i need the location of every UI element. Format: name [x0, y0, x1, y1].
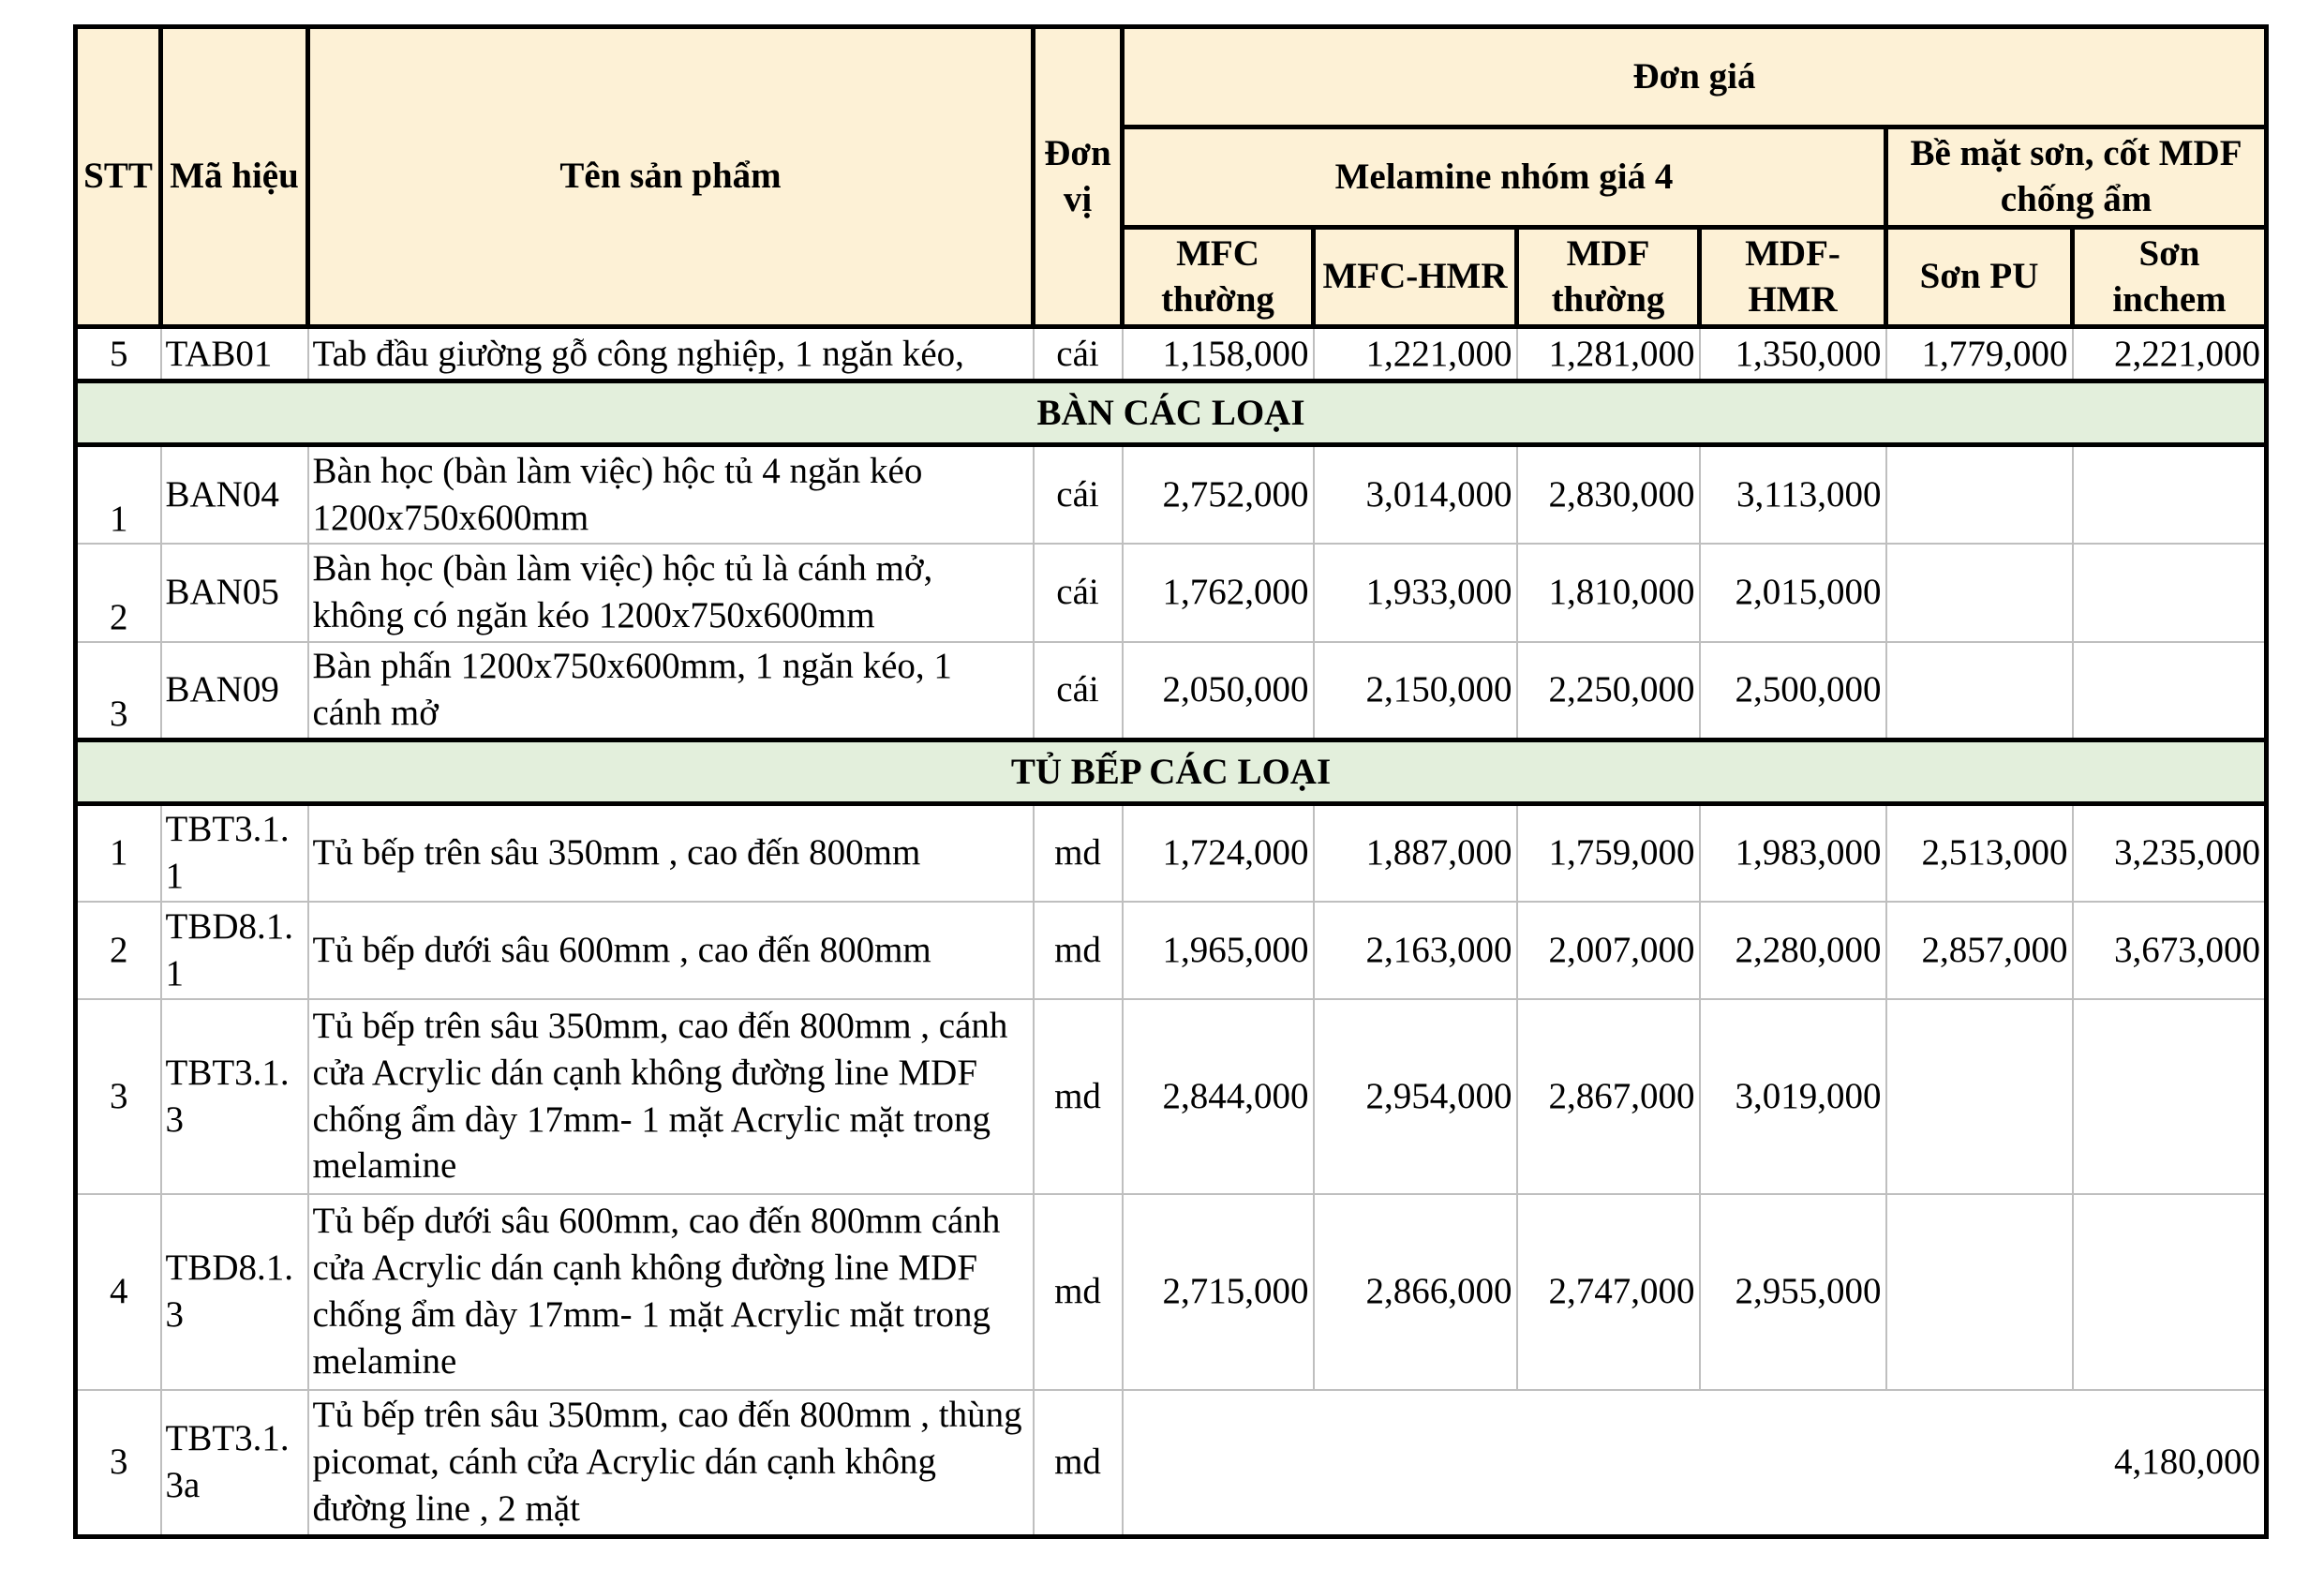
header-paint-group: Bề mặt sơn, cốt MDF chống ẩm	[1886, 127, 2267, 228]
row-stt: 3	[76, 999, 161, 1194]
price-mfc-hmr: 2,954,000	[1314, 999, 1517, 1194]
row-stt: 3	[76, 642, 161, 740]
row-stt: 5	[76, 327, 161, 381]
section-title: BÀN CÁC LOẠI	[76, 381, 2267, 445]
price-mdf-hmr: 2,955,000	[1700, 1194, 1886, 1390]
row-stt: 2	[76, 544, 161, 642]
header-ma-hieu: Mã hiệu	[161, 27, 308, 327]
price-table	[73, 24, 2269, 1539]
row-code: BAN09	[161, 642, 308, 740]
header-col-mfc-hmr: MFC-HMR	[1314, 228, 1517, 327]
row-code: TBT3.1.3	[161, 999, 308, 1194]
row-name: Tủ bếp trên sâu 350mm, cao đến 800mm , cánh cửa Acrylic dán cạnh không đường line MDF chống ẩm dày 17mm- 1 mặt Acrylic mặt trong melamine	[308, 999, 1034, 1194]
row-unit: cái	[1034, 327, 1123, 381]
table-row	[76, 445, 2267, 544]
row-unit: md	[1034, 902, 1123, 999]
table-row	[76, 544, 2267, 642]
row-stt: 2	[76, 902, 161, 999]
price-son-pu: 1,779,000	[1886, 327, 2073, 381]
price-son-pu	[1886, 1194, 2073, 1390]
row-name: Bàn học (bàn làm việc) hộc tủ là cánh mở, không có ngăn kéo 1200x750x600mm	[308, 544, 1034, 642]
price-mfc-thuong: 2,050,000	[1123, 642, 1314, 740]
header-col-mdf-thuong: MDF thường	[1517, 228, 1700, 327]
price-merged: 4,180,000	[1123, 1390, 2267, 1537]
row-code: BAN05	[161, 544, 308, 642]
price-mdf-hmr: 1,983,000	[1700, 804, 1886, 902]
row-code: TBD8.1.3	[161, 1194, 308, 1390]
table-row	[76, 327, 2267, 381]
price-mdf-hmr: 2,500,000	[1700, 642, 1886, 740]
row-name: Tủ bếp trên sâu 350mm , cao đến 800mm	[308, 804, 1034, 902]
header-col-mfc-thuong: MFC thường	[1123, 228, 1314, 327]
row-unit: md	[1034, 804, 1123, 902]
price-son-pu	[1886, 999, 2073, 1194]
section-title: TỦ BẾP CÁC LOẠI	[76, 740, 2267, 804]
row-code: BAN04	[161, 445, 308, 544]
row-name: Bàn học (bàn làm việc) hộc tủ 4 ngăn kéo 1200x750x600mm	[308, 445, 1034, 544]
row-name: Tủ bếp dưới sâu 600mm , cao đến 800mm	[308, 902, 1034, 999]
price-mfc-hmr: 1,933,000	[1314, 544, 1517, 642]
row-unit: cái	[1034, 544, 1123, 642]
price-mdf-thuong: 2,830,000	[1517, 445, 1700, 544]
table-row	[76, 804, 2267, 902]
header-don-vi: Đơn vị	[1034, 27, 1123, 327]
header-don-gia: Đơn giá	[1123, 27, 2267, 127]
row-stt: 4	[76, 1194, 161, 1390]
price-mdf-thuong: 2,250,000	[1517, 642, 1700, 740]
price-mdf-hmr: 2,015,000	[1700, 544, 1886, 642]
price-son-pu	[1886, 642, 2073, 740]
price-son-pu	[1886, 544, 2073, 642]
row-unit: cái	[1034, 445, 1123, 544]
section-header-ban	[76, 381, 2267, 445]
row-name: Tủ bếp dưới sâu 600mm, cao đến 800mm cánh cửa Acrylic dán cạnh không đường line MDF chống ẩm dày 17mm- 1 mặt Acrylic mặt trong melamine	[308, 1194, 1034, 1390]
price-mdf-thuong: 1,810,000	[1517, 544, 1700, 642]
header-stt: STT	[76, 27, 161, 327]
section-header-tu-bep	[76, 740, 2267, 804]
price-mdf-thuong: 1,281,000	[1517, 327, 1700, 381]
price-mdf-thuong: 1,759,000	[1517, 804, 1700, 902]
price-son-inchem: 2,221,000	[2073, 327, 2267, 381]
row-code: TBT3.1.3a	[161, 1390, 308, 1537]
row-name: Tủ bếp trên sâu 350mm, cao đến 800mm , thùng picomat, cánh cửa Acrylic dán cạnh không đường line , 2 mặt	[308, 1390, 1034, 1537]
price-mfc-thuong: 1,965,000	[1123, 902, 1314, 999]
price-mfc-thuong: 2,715,000	[1123, 1194, 1314, 1390]
table-row	[76, 1390, 2267, 1537]
row-unit: cái	[1034, 642, 1123, 740]
price-mfc-hmr: 1,887,000	[1314, 804, 1517, 902]
price-son-inchem	[2073, 1194, 2267, 1390]
row-code: TAB01	[161, 327, 308, 381]
header-col-son-pu: Sơn PU	[1886, 228, 2073, 327]
price-mfc-hmr: 2,150,000	[1314, 642, 1517, 740]
price-mfc-hmr: 2,866,000	[1314, 1194, 1517, 1390]
price-son-inchem	[2073, 642, 2267, 740]
price-mfc-thuong: 2,752,000	[1123, 445, 1314, 544]
header-col-mdf-hmr: MDF-HMR	[1700, 228, 1886, 327]
row-name: Tab đầu giường gỗ công nghiệp, 1 ngăn kéo,	[308, 327, 1034, 381]
price-mdf-hmr: 2,280,000	[1700, 902, 1886, 999]
price-son-inchem	[2073, 445, 2267, 544]
row-code: TBD8.1.1	[161, 902, 308, 999]
price-son-inchem	[2073, 544, 2267, 642]
price-mfc-hmr: 1,221,000	[1314, 327, 1517, 381]
row-unit: md	[1034, 1194, 1123, 1390]
row-name: Bàn phấn 1200x750x600mm, 1 ngăn kéo, 1 cánh mở	[308, 642, 1034, 740]
price-mdf-thuong: 2,867,000	[1517, 999, 1700, 1194]
table-row	[76, 902, 2267, 999]
price-mdf-hmr: 3,113,000	[1700, 445, 1886, 544]
price-son-pu	[1886, 445, 2073, 544]
table-header	[76, 27, 2267, 327]
table-row	[76, 1194, 2267, 1390]
price-mfc-hmr: 2,163,000	[1314, 902, 1517, 999]
price-mdf-thuong: 2,747,000	[1517, 1194, 1700, 1390]
price-mfc-thuong: 2,844,000	[1123, 999, 1314, 1194]
price-mfc-thuong: 1,158,000	[1123, 327, 1314, 381]
header-ten-san-pham: Tên sản phẩm	[308, 27, 1034, 327]
price-mfc-thuong: 1,762,000	[1123, 544, 1314, 642]
price-son-inchem: 3,673,000	[2073, 902, 2267, 999]
row-unit: md	[1034, 1390, 1123, 1537]
row-stt: 1	[76, 804, 161, 902]
price-mfc-thuong: 1,724,000	[1123, 804, 1314, 902]
header-col-son-inchem: Sơn inchem	[2073, 228, 2267, 327]
price-son-inchem	[2073, 999, 2267, 1194]
price-son-pu: 2,857,000	[1886, 902, 2073, 999]
table-row	[76, 642, 2267, 740]
row-stt: 1	[76, 445, 161, 544]
price-mfc-hmr: 3,014,000	[1314, 445, 1517, 544]
row-unit: md	[1034, 999, 1123, 1194]
row-code: TBT3.1.1	[161, 804, 308, 902]
price-mdf-thuong: 2,007,000	[1517, 902, 1700, 999]
table-row	[76, 999, 2267, 1194]
row-stt: 3	[76, 1390, 161, 1537]
header-melamine-group: Melamine nhóm giá 4	[1123, 127, 1886, 228]
price-son-pu: 2,513,000	[1886, 804, 2073, 902]
price-mdf-hmr: 3,019,000	[1700, 999, 1886, 1194]
price-mdf-hmr: 1,350,000	[1700, 327, 1886, 381]
price-son-inchem: 3,235,000	[2073, 804, 2267, 902]
